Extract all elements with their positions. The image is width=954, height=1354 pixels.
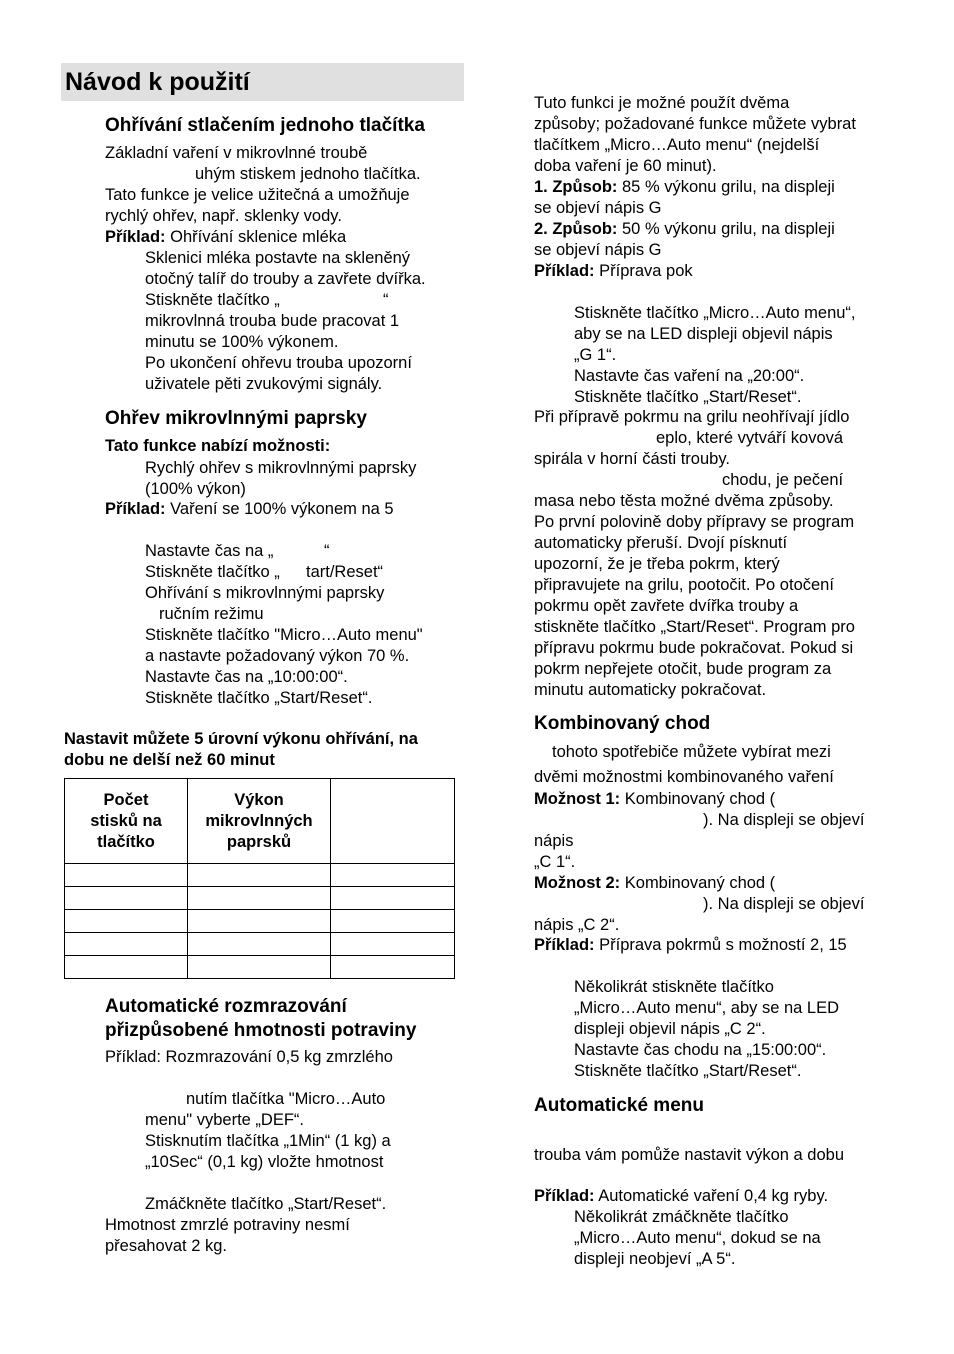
text-line: nápis „C 2“.: [534, 916, 620, 934]
table-row: [65, 910, 455, 933]
example-label: Příklad:: [105, 500, 166, 518]
step-line: Stiskněte tlačítko „: [145, 291, 280, 309]
text-line: ). Na displeji se objeví: [703, 811, 865, 829]
example-label: Příklad:: [534, 936, 595, 954]
example-text: Příprava pok: [594, 262, 693, 280]
table-cell: [331, 887, 455, 910]
way-line: [534, 219, 835, 240]
step-line: Po ukončení ohřevu trouba upozorní: [145, 354, 412, 372]
table-cell: [188, 910, 331, 933]
power-note: dobu ne delší než 60 minut: [64, 751, 275, 769]
table-cell: [331, 956, 455, 979]
table-cell: [188, 887, 331, 910]
text-line: automaticky přeruší. Dvojí písknutí: [534, 534, 788, 552]
step-line: displeji neobjeví „A 5“.: [574, 1250, 736, 1268]
example-label: Příklad:: [534, 262, 595, 280]
step-line: Stiskněte tlačítko "Micro…Auto menu": [145, 626, 423, 644]
step-line: nutím tlačítka "Micro…Auto: [186, 1090, 386, 1108]
step-line: Několikrát stiskněte tlačítko: [574, 978, 774, 996]
subheading: Tato funkce nabízí možnosti:: [105, 437, 331, 455]
step-line: otočný talíř do trouby a zavřete dvířka.: [145, 270, 426, 288]
step-line: „Micro…Auto menu“, aby se na LED: [574, 999, 840, 1017]
table-cell: [188, 933, 331, 956]
text-line: se objeví nápis G: [534, 241, 662, 259]
section-heading-one-touch: Ohřívání stlačením jednoho tlačítka: [105, 115, 425, 136]
table-cell: [188, 956, 331, 979]
step-line: Stisknutím tlačítka „1Min“ (1 kg) a: [145, 1132, 391, 1150]
step-line: Nastavte čas na „: [145, 542, 274, 560]
text-line: trouba vám pomůže nastavit výkon a dobu: [534, 1146, 845, 1164]
table-header: [331, 779, 455, 864]
example-label: Příklad:: [105, 228, 166, 246]
step-line: menu" vyberte „DEF“.: [145, 1111, 304, 1129]
example-text: Příprava pokrmů s možností 2, 15: [594, 936, 847, 954]
text-line: minutu automaticky pokračovat.: [534, 681, 767, 699]
step-line: ručním režimu: [159, 605, 264, 623]
text-line: pokrm nepřejete otočit, bude program za: [534, 660, 832, 678]
example-line: [105, 227, 346, 248]
step-line: „10Sec“ (0,1 kg) vložte hmotnost: [145, 1153, 384, 1171]
table-cell: [65, 864, 188, 887]
way-line: [534, 177, 835, 198]
power-note: Nastavit můžete 5 úrovní výkonu ohřívání, na: [64, 730, 418, 748]
text-line: Po první polovině doby přípravy se program: [534, 513, 855, 531]
text-line: upozorní, že je třeba pokrm, který: [534, 555, 780, 573]
page-title-bar: [61, 63, 464, 101]
text-line: připravujete na grilu, pootočit. Po otočení: [534, 576, 834, 594]
option-label: Možnost 1:: [534, 790, 621, 808]
text-line: doba vaření je 60 minut).: [534, 157, 717, 175]
section-heading-defrost: Automatické rozmrazování: [105, 996, 347, 1017]
way-text: 85 % výkonu grilu, na displeji: [617, 178, 835, 196]
way-text: 50 % výkonu grilu, na displeji: [617, 220, 835, 238]
text-line: rychlý ohřev, např. sklenky vody.: [105, 207, 342, 225]
way-label: 2. Způsob:: [534, 220, 618, 238]
text-line: ). Na displeji se objeví: [703, 895, 865, 913]
step-line: Nastavte čas na „10:00:00“.: [145, 668, 348, 686]
section-heading-combo: Kombinovaný chod: [534, 713, 711, 734]
table-row: [65, 887, 455, 910]
example-label: Příklad:: [534, 1187, 595, 1205]
option-text: Kombinovaný chod (: [620, 874, 776, 892]
example-line: [534, 935, 847, 956]
text-line: chodu, je pečení: [722, 471, 844, 489]
example-text: Ohřívání sklenice mléka: [165, 228, 347, 246]
option-label: Možnost 2:: [534, 874, 621, 892]
step-line: Stiskněte tlačítko „Start/Reset“.: [574, 388, 802, 406]
text-line: nápis: [534, 832, 574, 850]
step-line: Několikrát zmáčkněte tlačítko: [574, 1208, 789, 1226]
table-cell: [65, 933, 188, 956]
step-line-quote: “: [383, 291, 389, 309]
text-line: stiskněte tlačítko „Start/Reset“. Program pro: [534, 618, 855, 636]
example-text: Vaření se 100% výkonem na 5: [165, 500, 394, 518]
step-line: „Micro…Auto menu“, dokud se na: [574, 1229, 821, 1247]
section-heading-auto-menu: Automatické menu: [534, 1095, 704, 1116]
step-line: minutu se 100% výkonem.: [145, 333, 339, 351]
text-line: dvěmi možnostmi kombinovaného vaření: [534, 768, 834, 786]
text-line: spirála v horní části trouby.: [534, 450, 730, 468]
step-line: displeji objevil nápis „C 2“.: [574, 1020, 766, 1038]
step-line: mikrovlnná trouba bude pracovat 1: [145, 312, 400, 330]
step-line-quote: “: [324, 542, 330, 560]
example-text: Automatické vaření 0,4 kg ryby.: [594, 1187, 829, 1205]
table-header: [188, 779, 331, 864]
text-line: tlačítkem „Micro…Auto menu“ (nejdelší: [534, 136, 820, 154]
table-row: [65, 864, 455, 887]
step-line: Ohřívání s mikrovlnnými paprsky: [145, 584, 385, 602]
table-cell: [65, 956, 188, 979]
way-label: 1. Způsob:: [534, 178, 618, 196]
step-line-fragment: tart/Reset“: [306, 563, 384, 581]
option-line: [534, 789, 775, 810]
step-line: Zmáčkněte tlačítko „Start/Reset“.: [145, 1195, 387, 1213]
step-line: Stiskněte tlačítko „Start/Reset“.: [145, 689, 373, 707]
text-line: Hmotnost zmrzlé potraviny nesmí: [105, 1216, 350, 1234]
table-cell: [331, 933, 455, 956]
table-header-text: Počet stisků na tlačítko: [90, 790, 162, 851]
text-line: tohoto spotřebiče můžete vybírat mezi: [552, 743, 831, 761]
text-line: masa nebo těsta možné dvěma způsoby.: [534, 492, 834, 510]
table-cell: [331, 910, 455, 933]
table-header-text: Výkon mikrovlnných paprsků: [205, 790, 313, 851]
table-header-row: [65, 779, 455, 864]
text-line: se objeví nápis G: [534, 199, 662, 217]
text-line: přesahovat 2 kg.: [105, 1237, 227, 1255]
text-line: Tuto funkci je možné použít dvěma: [534, 94, 790, 112]
text-line: způsoby; požadované funkce můžete vybrat: [534, 115, 856, 133]
page-title: Návod k použití: [65, 68, 250, 96]
step-line: Stiskněte tlačítko „: [145, 563, 280, 581]
step-line: aby se na LED displeji objevil nápis: [574, 325, 833, 343]
text-line: uhým stiskem jednoho tlačítka.: [195, 165, 421, 183]
example-line: [105, 499, 394, 520]
text-line: (100% výkon): [145, 480, 246, 498]
table-cell: [188, 864, 331, 887]
example-line: [534, 1186, 828, 1207]
step-line: Nastavte čas vaření na „20:00“.: [574, 367, 805, 385]
table-header: [65, 779, 188, 864]
step-line: uživatele pěti zvukovými signály.: [145, 375, 383, 393]
table-cell: [65, 910, 188, 933]
table-cell: [331, 864, 455, 887]
text-line: Tato funkce je velice užitečná a umožňuje: [105, 186, 410, 204]
option-line: [534, 873, 775, 894]
text-line: „C 1“.: [534, 853, 576, 871]
example-line: [534, 261, 693, 282]
step-line: Stiskněte tlačítko „Micro…Auto menu“,: [574, 304, 856, 322]
text-line: Rychlý ohřev s mikrovlnnými paprsky: [145, 459, 417, 477]
table-row: [65, 933, 455, 956]
text-line: Při přípravě pokrmu na grilu neohřívají jídlo: [534, 408, 850, 426]
table-cell: [65, 887, 188, 910]
option-text: Kombinovaný chod (: [620, 790, 776, 808]
step-line: a nastavte požadovaný výkon 70 %.: [145, 647, 410, 665]
table-row: [65, 956, 455, 979]
step-line: „G 1“.: [574, 346, 617, 364]
text-line: eplo, které vytváří kovová: [656, 429, 844, 447]
power-levels-table: [64, 778, 455, 979]
step-line: Stiskněte tlačítko „Start/Reset“.: [574, 1062, 802, 1080]
step-line: Sklenici mléka postavte na skleněný: [145, 249, 411, 267]
section-heading-defrost-2: přizpůsobené hmotnosti potraviny: [105, 1020, 417, 1041]
text-line: Příklad: Rozmrazování 0,5 kg zmrzlého: [105, 1048, 393, 1066]
text-line: pokrmu opět zavřete dvířka trouby a: [534, 597, 799, 615]
section-heading-microwave: Ohřev mikrovlnnými paprsky: [105, 408, 367, 429]
step-line: Nastavte čas chodu na „15:00:00“.: [574, 1041, 827, 1059]
text-line: přípravu pokrmu bude pokračovat. Pokud si: [534, 639, 854, 657]
text-line: Základní vaření v mikrovlnné troubě: [105, 144, 368, 162]
